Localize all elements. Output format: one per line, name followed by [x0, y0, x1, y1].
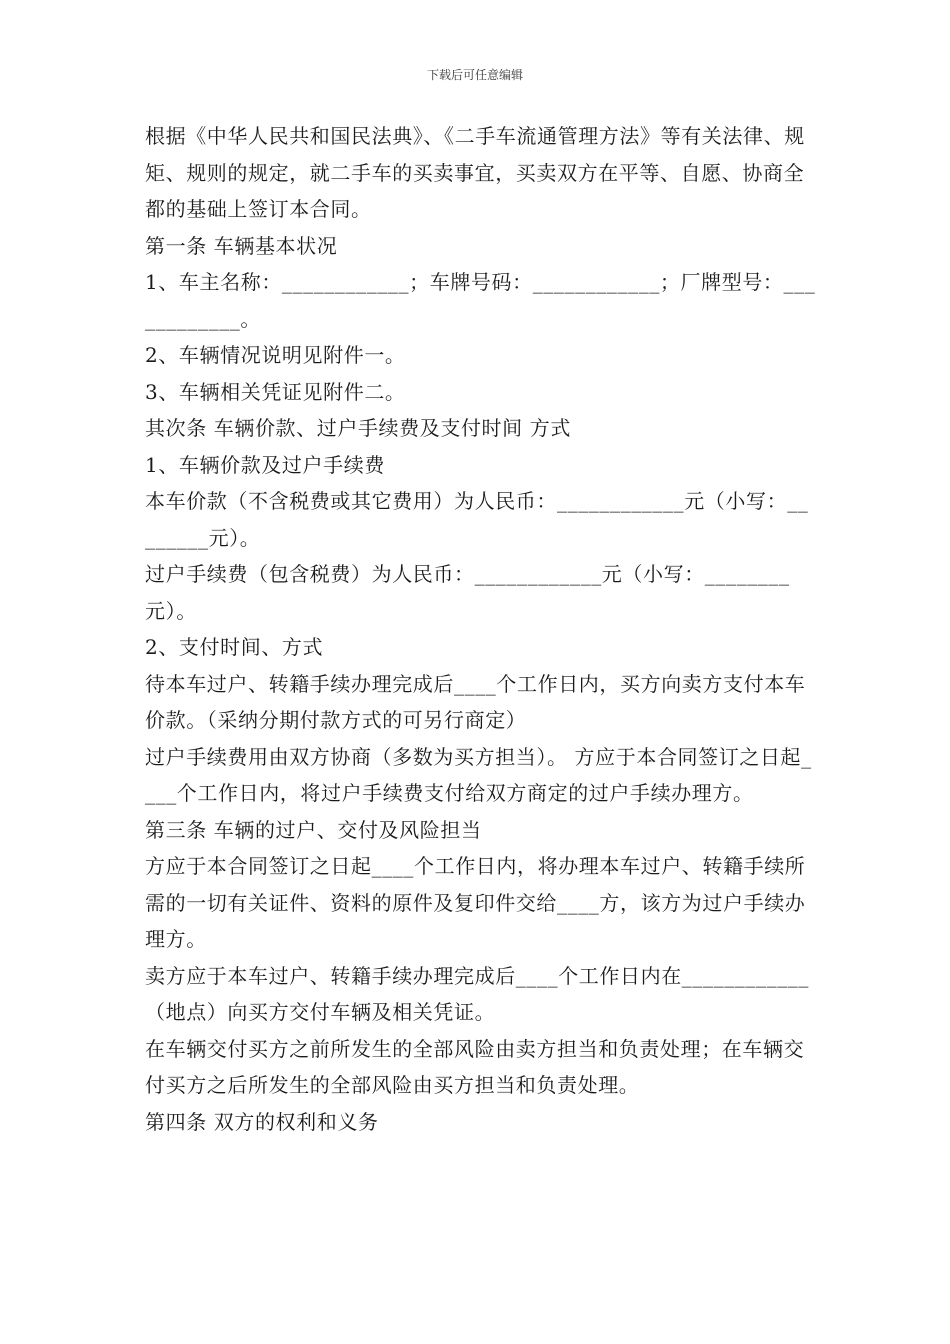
- risk-allocation-paragraph: 在车辆交付买方之前所发生的全部风险由卖方担当和负责处理；在车辆交付买方之后所发生的全部风险由买方担当和负责处理。: [145, 1036, 805, 1097]
- transfer-fee-paragraph: 过户手续费（包含税费）为人民币：____________元（小写：________元）。: [145, 562, 790, 623]
- vehicle-documents-note: 3、车辆相关凭证见附件二。: [145, 379, 406, 404]
- article-4-heading: 第四条 双方的权利和义务: [145, 1109, 379, 1134]
- vehicle-info-fields: 1、车主名称：____________；车牌号码：____________；厂牌型号：____________。: [145, 270, 816, 331]
- article-1-heading: 第一条 车辆基本状况: [145, 233, 338, 258]
- fee-payment-paragraph: 过户手续费用由双方协商（多数为买方担当）。 方应于本合同签订之日起____个工作日内，将过户手续费支付给双方商定的过户手续办理方。: [145, 744, 812, 805]
- vehicle-condition-note: 2、车辆情况说明见附件一。: [145, 343, 406, 367]
- vehicle-delivery-paragraph: 卖方应于本车过户、转籍手续办理完成后____个工作日内在____________（地点）向买方交付车辆及相关凭证。: [145, 963, 809, 1024]
- payment-time-paragraph: 待本车过户、转籍手续办理完成后____个工作日内，买方向卖方支付本车价款。（采纳分期付款方式的可另行商定）: [145, 671, 806, 732]
- contract-body: [145, 118, 817, 1140]
- vehicle-price-paragraph: 本车价款（不含税费或其它费用）为人民币：____________元（小写：________元）。: [145, 489, 809, 550]
- article-2-heading: 其次条 车辆价款、过户手续费及支付时间 方式: [145, 416, 571, 440]
- price-and-fee-subheading: 1、车辆价款及过户手续费: [145, 452, 385, 477]
- article-3-heading: 第三条 车辆的过户、交付及风险担当: [145, 817, 482, 842]
- intro-paragraph: 根据《中华人民共和国民法典》、《二手车流通管理方法》等有关法律、规矩、规则的规定，就二手车的买卖事宜，买卖双方在平等、自愿、协商全都的基础上签订本合同。: [145, 124, 805, 221]
- payment-method-subheading: 2、支付时间、方式: [145, 635, 324, 659]
- header-note: 下载后可任意编辑: [426, 68, 523, 82]
- documents-handover-paragraph: 方应于本合同签订之日起____个工作日内，将办理本车过户、转籍手续所需的一切有关证件、资料的原件及复印件交给____方，该方为过户手续办理方。: [145, 854, 806, 951]
